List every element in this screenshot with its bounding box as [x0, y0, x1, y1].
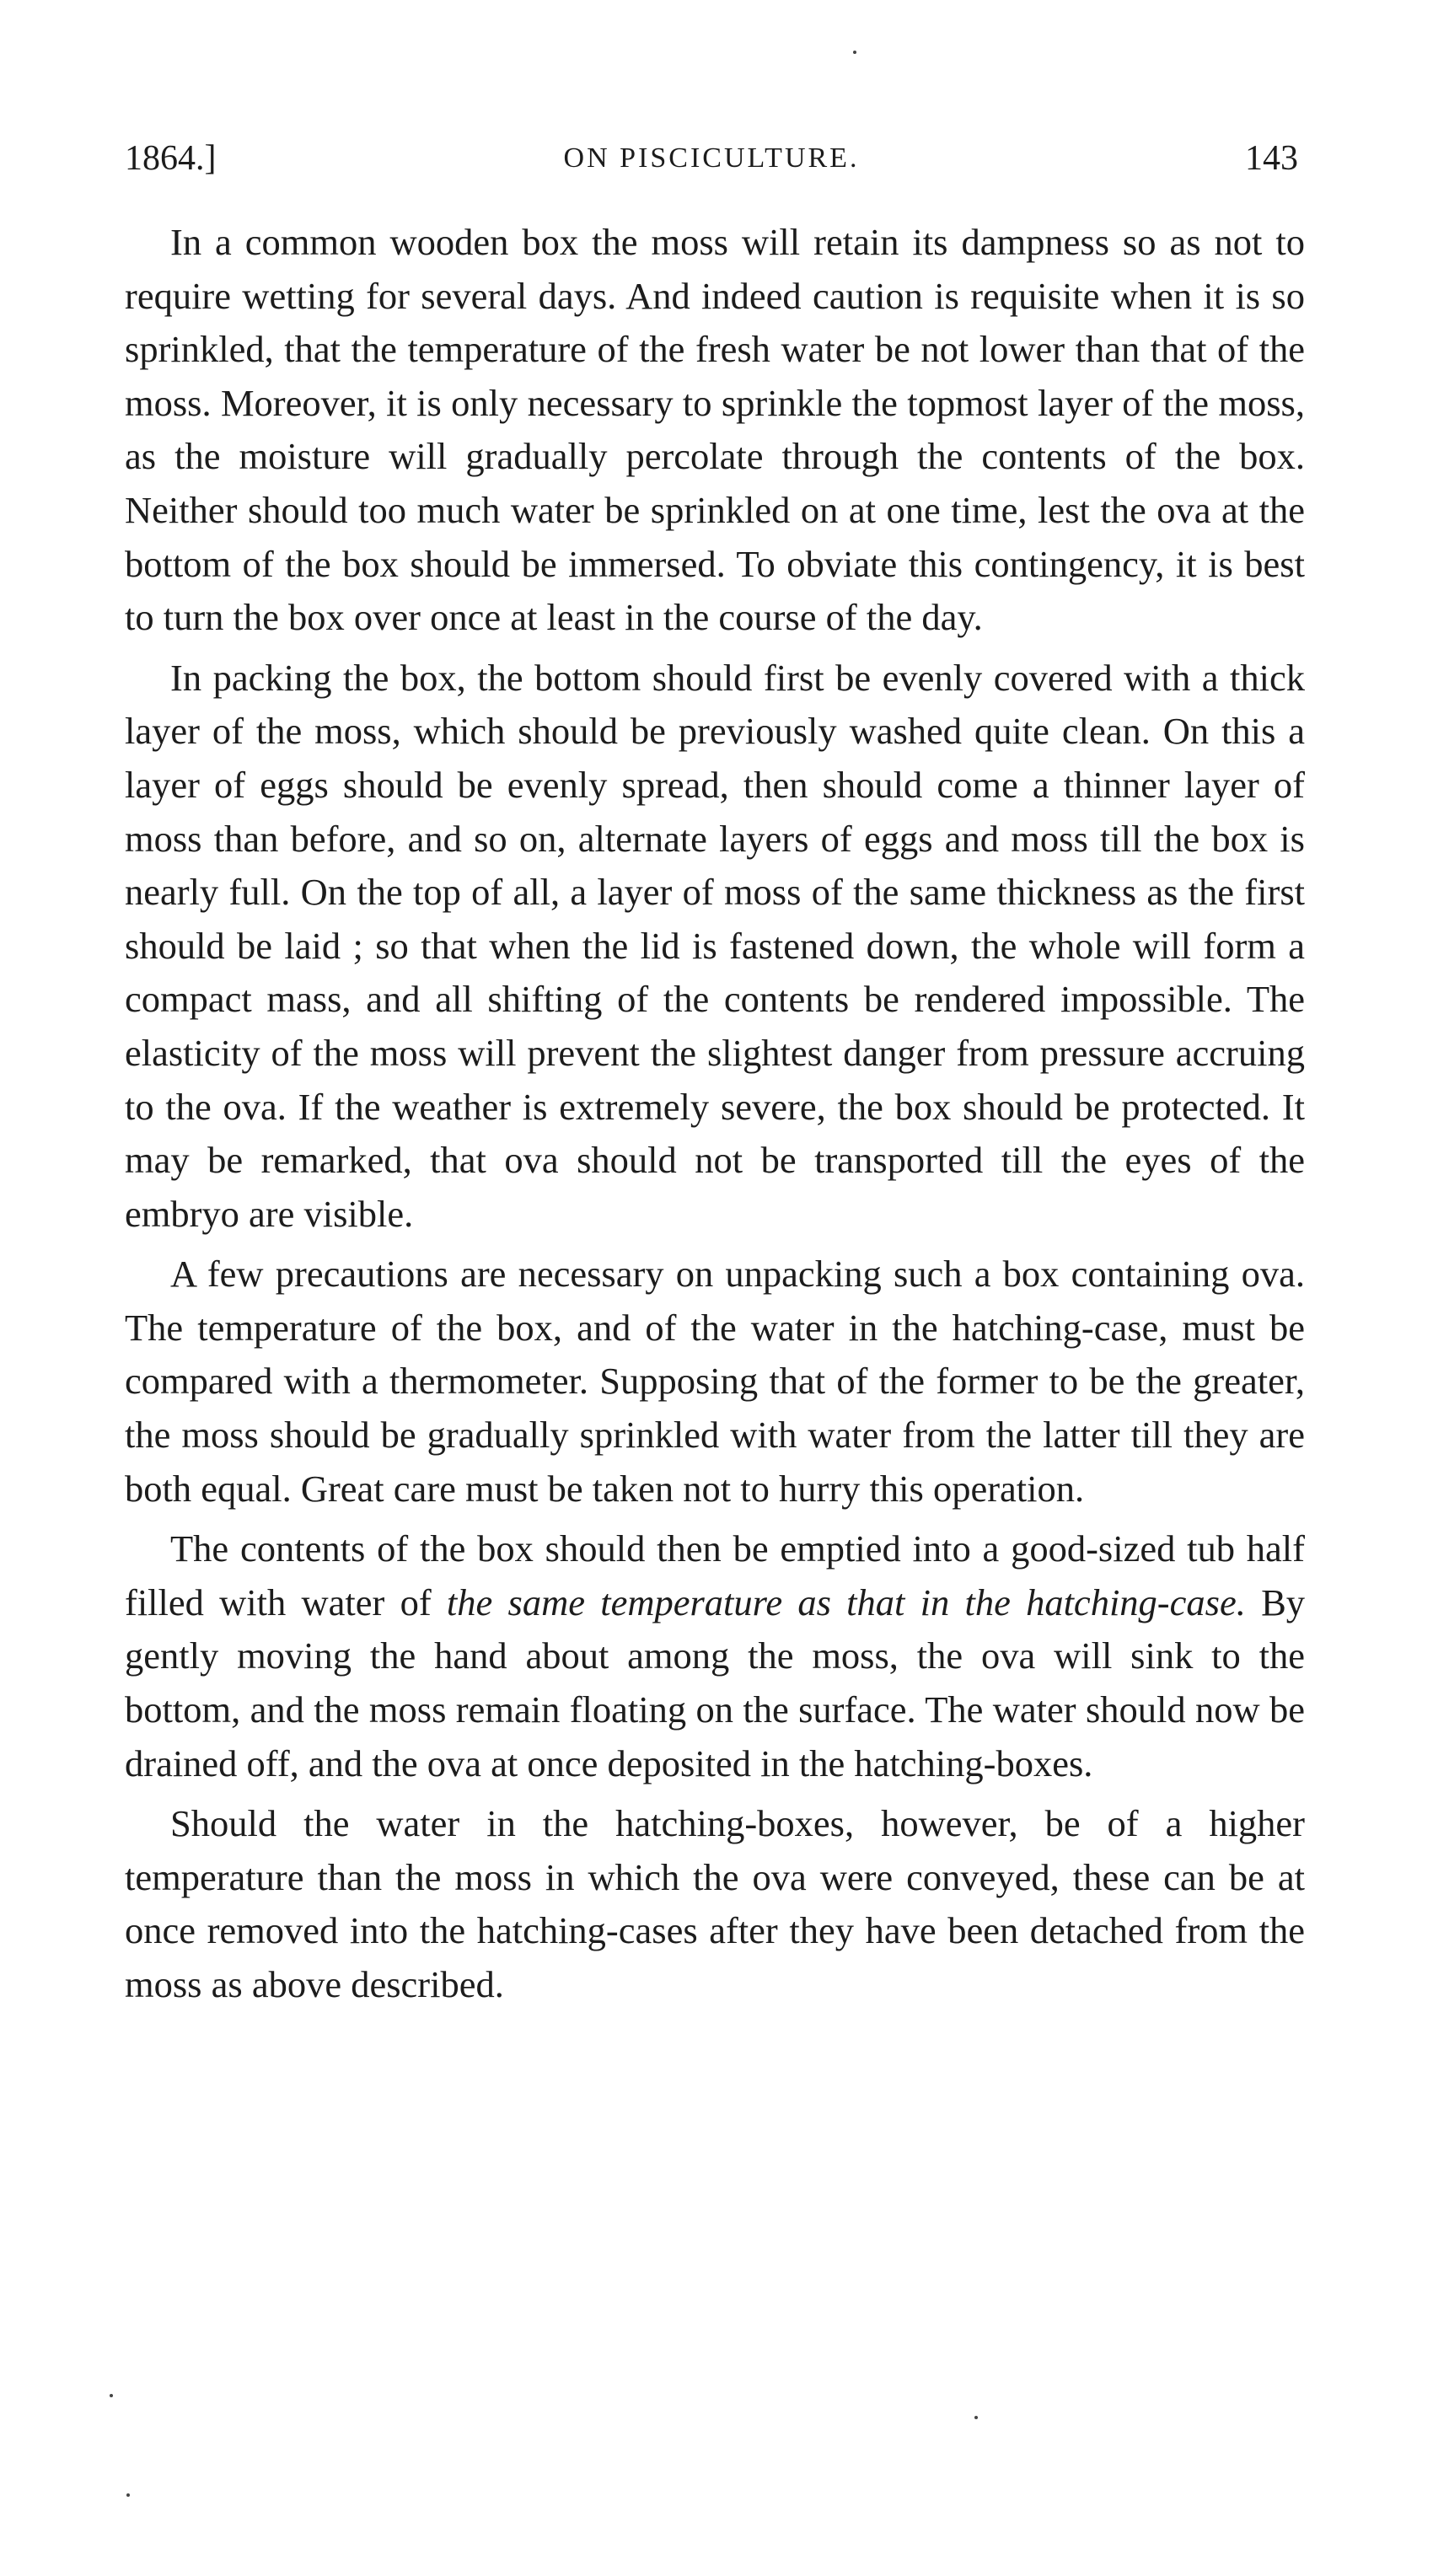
running-head — [125, 133, 1298, 184]
paragraph-text-after-italic: By gently moving the hand about among the moss, the ova will sink to the bottom, and the moss remain floating on the surface. The water should now be drained off, and the ova at once deposited in the hatching-boxes. — [125, 1580, 1306, 1784]
italic-phrase: the same temperature as that in the hatching-case. — [446, 1580, 1246, 1623]
paragraph-text-before-italic: The contents of the box should then be emptied into a good-sized tub half filled with water of — [125, 1527, 1305, 1623]
print-speck — [853, 51, 856, 54]
print-speck — [126, 2493, 130, 2497]
paragraph-higher-temperature: Should the water in the hatching-boxes, however, be of a higher temperature than the moss in which the ova were conveyed, these can be at once removed into the hatching-cases after they have been detached from the moss as above described. — [125, 1802, 1305, 2005]
body-text — [125, 216, 1305, 2019]
paragraph-packing-box: In packing the box, the bottom should first be evenly covered with a thick layer of the moss, which should be previously washed quite clean. On this a layer of eggs should be evenly spread, then should come a thinner layer of moss than before, and so on, alternate layers of eggs and moss till the box is nearly full. On the top of all, a layer of moss of the same thickness as the first should be laid ; so that when the lid is fastened down, the whole will form a compact mass, and all shifting of the contents be rendered impossible. The elasticity of the moss will prevent the slightest danger from pressure accruing to the ova. If the weather is extremely severe, the box should be protected. It may be remarked, that ova should not be transported till the eyes of the embryo are visible. — [125, 656, 1305, 1235]
print-speck — [110, 2394, 113, 2397]
header-title: ON PISCICULTURE. — [563, 142, 860, 174]
paragraph-unpacking-precautions: A few precautions are necessary on unpacking such a box containing ova. The temperature of the box, and of the water in the hatching-case, must be compared with a thermometer. Supposing that of the former to be the greater, the moss should be gradually sprinkled with water from the latter till they are both equal. Great care must be taken not to hurry this operation. — [125, 1253, 1305, 1510]
print-speck — [974, 2416, 978, 2419]
paragraph-emptying-contents — [125, 1522, 1305, 1790]
header-year: 1864.] — [125, 139, 217, 178]
page-number: 143 — [1245, 139, 1298, 178]
paragraph-moss-dampness: In a common wooden box the moss will retain its dampness so as not to require wetting for several days. And indeed caution is requisite when it is so sprinkled, that the temperature of the fresh water be not lower than that of the moss. Moreover, it is only necessary to sprinkle the topmost layer of the moss, as the moisture will gradually percolate through the contents of the box. Neither should too much water be sprinkled on at one time, lest the ova at the bottom of the box should be immersed. To obviate this contingency, it is best to turn the box over once at least in the course of the day. — [125, 221, 1305, 639]
